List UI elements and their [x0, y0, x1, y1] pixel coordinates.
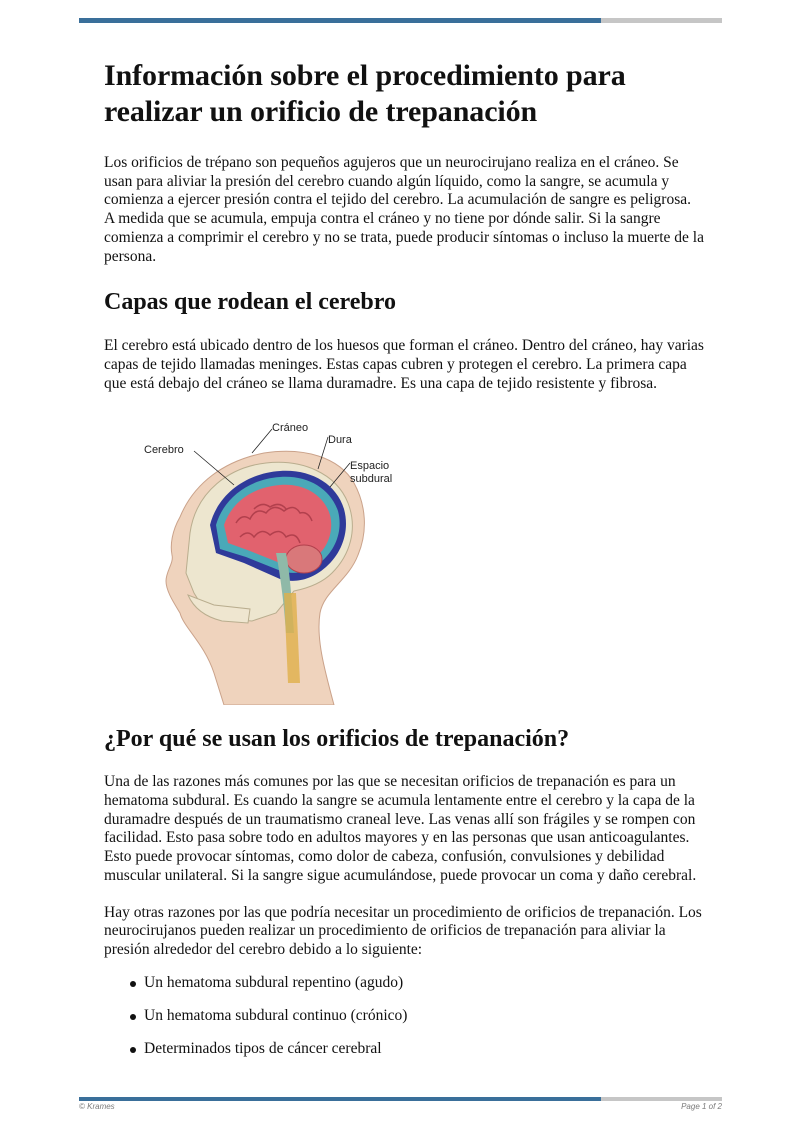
footer-copyright: © Krames: [79, 1102, 115, 1111]
label-subdural: subdural: [350, 473, 393, 486]
bottom-divider: [79, 1097, 722, 1101]
label-dura: Dura: [328, 434, 352, 447]
label-line-craneo: [252, 429, 272, 453]
list-item-text: Un hematoma subdural repentino (agudo): [144, 973, 404, 991]
list-item: [104, 1007, 704, 1026]
bottom-divider-gray: [601, 1097, 722, 1101]
footer-page-number: Page 1 of 2: [681, 1102, 722, 1111]
label-cerebro: Cerebro: [144, 444, 184, 457]
label-espacio: Espacio: [350, 460, 390, 473]
top-divider-gray: [601, 18, 722, 23]
brain-anatomy-illustration: [144, 413, 414, 705]
top-divider-blue: [79, 18, 601, 23]
reasons-list: [104, 974, 704, 1059]
intro-paragraph: Los orificios de trépano son pequeños agujeros que un neurocirujano realiza en el cráneo. Se usan para aliviar la presión del cerebro cuando algún líquido, como la sangre, se acumula y comienza a ejercer presión contra el tejido del cerebro. La acumulación de sangre es peligrosa. A medida que se acumula, empuja contra el cráneo y no tiene por dónde salir. Si la sangre comienza a comprimir el cerebro y no se trata, puede producir síntomas o incluso la muerte de la persona.: [104, 154, 704, 265]
section-paragraph-porque-2: Hay otras razones por las que podría necesitar un procedimiento de orificios de trepanación. Los neurocirujanos pueden realizar un procedimiento de orificios de trepanación para aliviar la presión alrededor del cerebro debido a lo siguiente:: [104, 903, 702, 958]
top-divider: [79, 18, 722, 23]
bottom-divider-blue: [79, 1097, 601, 1101]
list-item-text: Un hematoma subdural continuo (crónico): [144, 1006, 408, 1024]
list-item: [104, 974, 704, 993]
section-paragraph-porque-1: Una de las razones más comunes por las que se necesitan orificios de trepanación es para un hematoma subdural. Es cuando la sangre se acumula lentamente entre el cerebro y la capa de la duramadre después de un traumatismo craneal leve. Las venas allí son frágiles y se rompen con facilidad. Esto pasa sobre todo en adultos mayores y en las personas que usan anticoagulantes. Esto puede provocar síntomas, como dolor de cabeza, confusión, convulsiones y debilidad muscular unilateral. Si la sangre sigue acumulándose, puede provocar un coma y daño cerebral.: [104, 773, 697, 884]
list-item-text: Determinados tipos de cáncer cerebral: [144, 1040, 382, 1058]
page-title: Información sobre el procedimiento para realizar un orificio de trepanación: [104, 59, 626, 128]
section-paragraph-capas: El cerebro está ubicado dentro de los huesos que forman el cráneo. Dentro del cráneo, hay varias capas de tejido llamadas meninges. Estas capas cubren y protegen el cerebro. La primera capa que está debajo del cráneo se llama duramadre. Es una capa de tejido resistente y fibrosa.: [104, 337, 704, 392]
bullet-dot: [130, 981, 136, 987]
section-heading-capas: Capas que rodean el cerebro: [104, 289, 396, 316]
brain-illustration-svg: [144, 413, 414, 705]
page-content: [104, 58, 704, 1073]
bullet-dot: [130, 1047, 136, 1053]
list-item: [104, 1040, 704, 1059]
cerebellum-shape: [286, 545, 322, 573]
bullet-dot: [130, 1014, 136, 1020]
label-craneo: Cráneo: [272, 422, 309, 435]
section-heading-porque: ¿Por qué se usan los orificios de trepanación?: [104, 726, 570, 753]
